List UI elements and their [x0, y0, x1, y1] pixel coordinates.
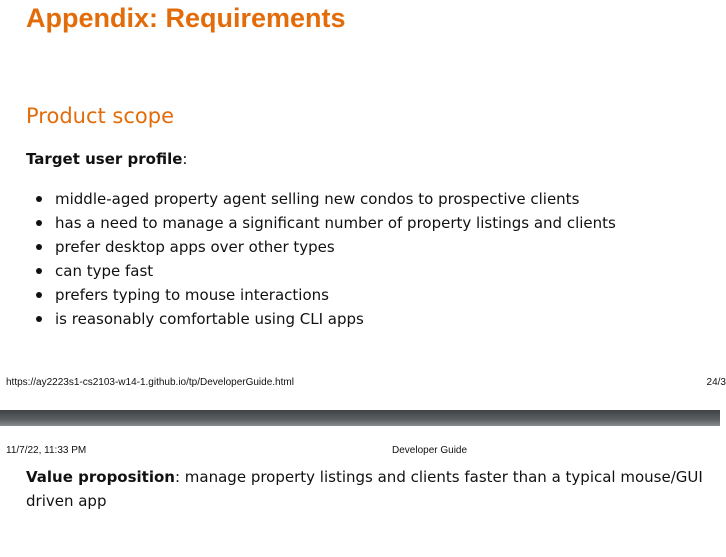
list-item — [30, 259, 616, 283]
bullet-icon — [36, 292, 42, 298]
list-item-text: prefer desktop apps over other types — [55, 238, 335, 256]
list-item — [30, 307, 616, 331]
target-user-profile-colon: : — [182, 150, 188, 168]
value-proposition-text: : manage property listings and clients faster than a typical mouse/GUI driven app — [26, 468, 703, 510]
bullet-icon — [36, 268, 42, 274]
bullet-icon — [36, 196, 42, 202]
value-proposition-label: Value proposition — [26, 468, 175, 486]
footer-url: https://ay2223s1-cs2103-w14-1.github.io/tp/DeveloperGuide.html — [6, 377, 294, 388]
list-item — [30, 283, 616, 307]
list-item — [30, 211, 616, 235]
bullet-icon — [36, 244, 42, 250]
list-item — [30, 187, 616, 211]
list-item — [30, 235, 616, 259]
page-heading: Appendix: Requirements — [26, 3, 346, 33]
list-item-text: prefers typing to mouse interactions — [55, 286, 329, 304]
target-user-list — [30, 187, 616, 331]
value-proposition — [26, 465, 710, 513]
header-title: Developer Guide — [392, 445, 468, 456]
list-item-text: has a need to manage a significant number of property listings and clients — [55, 214, 616, 232]
page-separator — [0, 410, 720, 426]
bullet-icon — [36, 220, 42, 226]
section-heading-product-scope: Product scope — [26, 104, 174, 128]
bullet-icon — [36, 316, 42, 322]
footer-page-number: 24/3 — [706, 377, 726, 388]
target-user-profile-line — [26, 148, 187, 170]
pdf-page-bottom — [0, 426, 720, 557]
header-date: 11/7/22, 11:33 PM — [6, 445, 87, 456]
target-user-profile-label: Target user profile — [26, 150, 183, 168]
list-item-text: can type fast — [55, 262, 154, 280]
list-item-text: is reasonably comfortable using CLI apps — [55, 310, 364, 328]
list-item-text: middle-aged property agent selling new condos to prospective clients — [55, 190, 580, 208]
